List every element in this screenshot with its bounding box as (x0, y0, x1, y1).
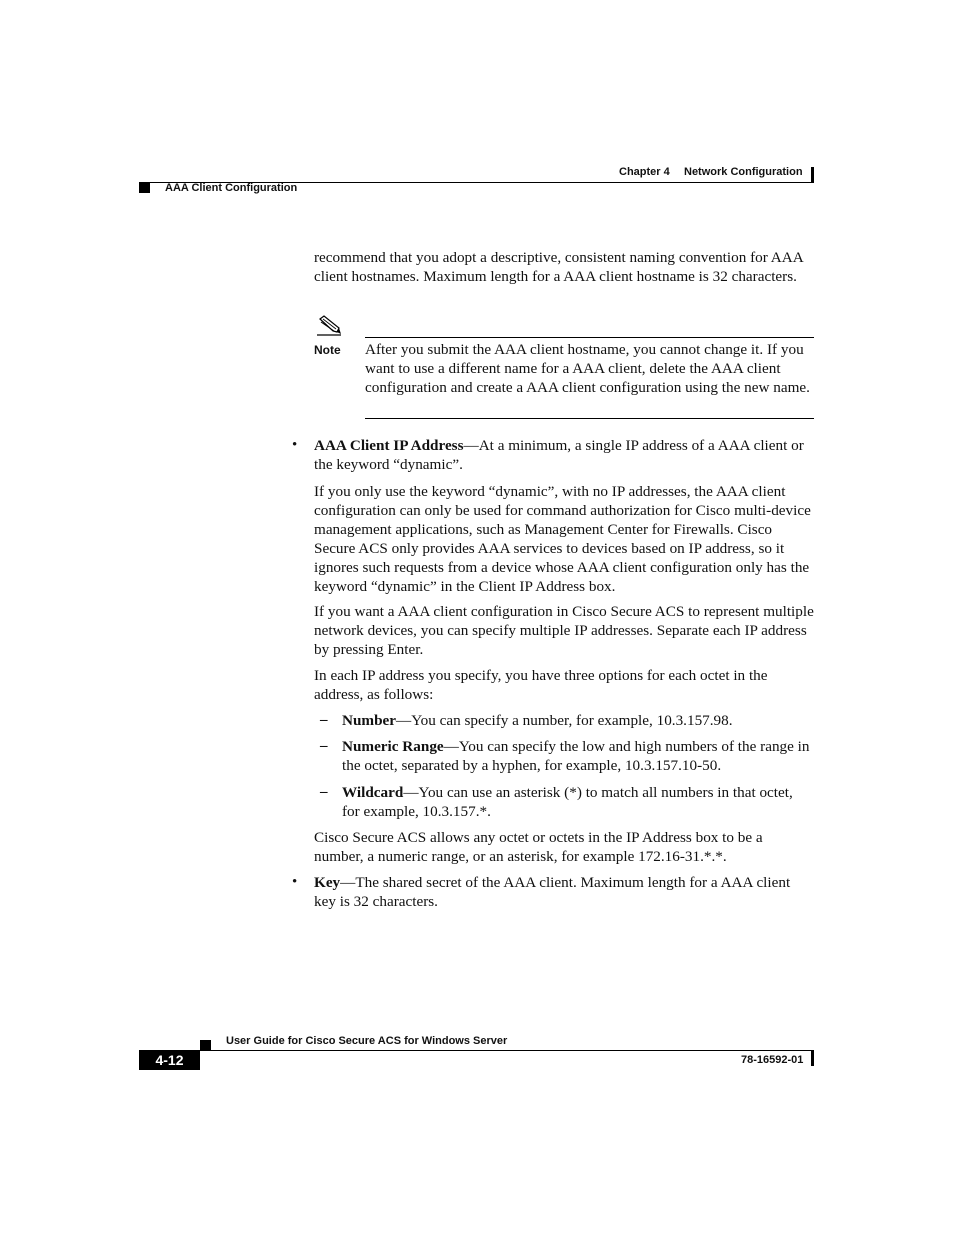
intro-paragraph (314, 248, 814, 286)
footer-rule (200, 1050, 814, 1051)
footer-page-number: 4-12 (139, 1050, 200, 1070)
octet-option-number: Number—You can specify a number, for example, 10.3.157.98. (342, 712, 733, 729)
octet-option-numeric-range: Numeric Range—You can specify the low and high numbers of the range in the octet, separated by a hyphen, for example, 10.3.157.10-50. (342, 738, 810, 774)
paragraph-octet-summary: Cisco Secure ACS allows any octet or octets in the IP Address box to be a number, a numeric range, or an asterisk, for example 172.16-31.*.*. (314, 829, 763, 865)
dash-marker: – (320, 738, 328, 754)
bullet-ip-text: —At a minimum, a single IP address of a AAA client or the keyword “dynamic”. (314, 437, 804, 473)
footer-guide-title: User Guide for Cisco Secure ACS for Windows Server (226, 1035, 508, 1047)
octet-option-wildcard: Wildcard—You can use an asterisk (*) to match all numbers in that octet, for example, 10.3.157.*. (342, 784, 793, 820)
header-right-bar (811, 167, 814, 183)
header-section: AAA Client Configuration (165, 182, 298, 194)
note-text: After you submit the AAA client hostname, you cannot change it. If you want to use a different name for a AAA client, delete the AAA client configuration and create a AAA client configuration using the new name. (365, 341, 810, 396)
bullet-ip-address (314, 436, 814, 474)
paragraph-octet-options: In each IP address you specify, you have three options for each octet in the address, as follows: (314, 667, 768, 703)
intro-text: recommend that you adopt a descriptive, consistent naming convention for AAA client hostnames. Maximum length for a AAA client hostname is 32 characters. (314, 249, 803, 285)
note-body (365, 340, 814, 397)
footer-right-bar (811, 1050, 814, 1066)
paragraph-dynamic: If you only use the keyword “dynamic”, with no IP addresses, the AAA client configuration can only be used for command authorization for Cisco multi-device management applications, such as Management Center for Firewalls. Cisco Secure ACS only provides AAA services to devices based on IP address, so it ignores such requests from a device whose AAA client configuration only has the keyword “dynamic” in the Client IP Address box. (314, 483, 811, 595)
bullet-marker: • (292, 437, 298, 453)
bullet-key (314, 873, 806, 911)
header-chapter-title: Network Configuration (684, 166, 803, 178)
note-label: Note (314, 343, 341, 357)
bullet-key-text: —The shared secret of the AAA client. Maximum length for a AAA client key is 32 characters. (314, 874, 791, 910)
note-bottom-rule (365, 418, 814, 419)
bullet-ip-term: AAA Client IP Address (314, 437, 464, 454)
pencil-icon (315, 315, 343, 337)
footer-marker (200, 1040, 211, 1050)
bullet-key-term: Key (314, 874, 341, 891)
dash-marker: – (320, 712, 328, 728)
header-section-marker (139, 183, 150, 193)
header-chapter: Chapter 4 (619, 166, 670, 178)
bullet-marker: • (292, 874, 298, 890)
footer-doc-number: 78-16592-01 (741, 1054, 804, 1066)
note-top-rule (365, 337, 814, 338)
paragraph-multiple-ip: If you want a AAA client configuration in Cisco Secure ACS to represent multiple network devices, you can specify multiple IP addresses. Separate each IP address by pressing Enter. (314, 603, 814, 658)
dash-marker: – (320, 784, 328, 800)
